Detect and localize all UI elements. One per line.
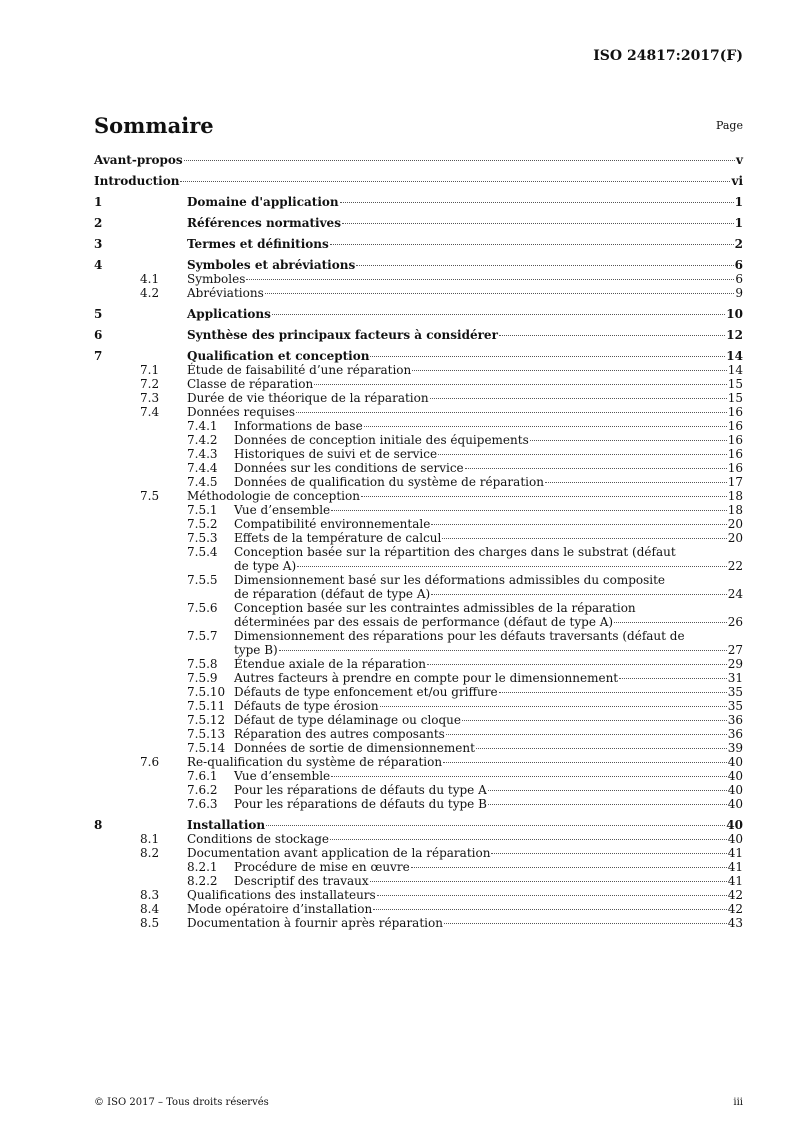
toc-entry[interactable] <box>94 377 743 391</box>
footer-page-number: iii <box>733 1097 743 1108</box>
toc-entry-label: Défauts de type érosion <box>234 699 379 713</box>
toc-entry[interactable] <box>94 755 743 769</box>
toc-entry[interactable] <box>94 447 743 461</box>
toc-entry-number: 7.5.13 <box>187 727 226 741</box>
toc-leader-dots <box>438 454 727 455</box>
toc-leader-dots <box>444 923 727 924</box>
toc-leader-dots <box>265 293 735 294</box>
toc-leader-dots <box>330 839 727 840</box>
toc-entry-page: 16 <box>727 433 743 447</box>
toc-entry-label-cont: de type A) <box>234 559 297 573</box>
toc-entry[interactable] <box>94 601 743 629</box>
toc-leader-dots <box>356 265 733 266</box>
toc-entry-page: 40 <box>727 755 743 769</box>
toc-leader-dots <box>331 776 727 777</box>
toc-entry[interactable] <box>94 286 743 300</box>
toc-leader-dots <box>279 650 727 651</box>
toc-entry-label: Conditions de stockage <box>187 832 329 846</box>
toc-entry[interactable] <box>94 769 743 783</box>
toc-entry-label: Étude de faisabilité d’une réparation <box>187 363 412 377</box>
toc-entry-page: 27 <box>727 643 743 657</box>
toc-entry[interactable] <box>94 727 743 741</box>
toc-entry-number: 7.5.12 <box>187 713 226 727</box>
toc-entry-number: 4.2 <box>140 286 160 300</box>
toc-entry-label: Abréviations <box>187 286 264 300</box>
toc-entry-number: 7.5.6 <box>187 601 218 615</box>
toc-leader-dots <box>411 867 727 868</box>
toc-leader-dots <box>465 468 727 469</box>
toc-entry-number: 8.5 <box>140 916 160 930</box>
toc-entry[interactable] <box>94 531 743 545</box>
toc-entry-page: 26 <box>727 615 743 629</box>
toc-entry-page: 6 <box>735 272 743 286</box>
toc-entry[interactable] <box>94 713 743 727</box>
toc-entry-number: 7.4.5 <box>187 475 218 489</box>
toc-entry-page: 40 <box>727 797 743 811</box>
toc-leader-dots <box>370 356 725 357</box>
toc-entry[interactable] <box>94 685 743 699</box>
toc-entry-label: Données de conception initiale des équipements <box>234 433 529 447</box>
toc-leader-dots <box>370 881 727 882</box>
toc-entry-number: 7.5.3 <box>187 531 218 545</box>
toc-entry-page: 14 <box>727 363 743 377</box>
toc-entry[interactable] <box>94 832 743 846</box>
toc-entry[interactable] <box>94 174 743 188</box>
toc-entry-page: 14 <box>726 349 743 363</box>
toc-entry-label: Défaut de type délaminage ou cloque <box>234 713 462 727</box>
toc-leader-dots <box>314 384 727 385</box>
toc-leader-dots <box>272 314 725 315</box>
toc-entry-page: 41 <box>727 846 743 860</box>
toc-entry-label: Dimensionnement basé sur les déformations admissibles du composite <box>234 573 666 587</box>
toc-entry-number: 7.5.2 <box>187 517 218 531</box>
toc-entry-number: 7.5.8 <box>187 657 218 671</box>
toc-entry-page: 16 <box>727 405 743 419</box>
toc-entry[interactable] <box>94 258 743 272</box>
toc-leader-dots <box>412 370 726 371</box>
toc-entry-label: Documentation avant application de la réparation <box>187 846 491 860</box>
toc-entry[interactable] <box>94 783 743 797</box>
toc-entry[interactable] <box>94 503 743 517</box>
toc-entry-page: 22 <box>727 559 743 573</box>
toc-entry-number: 7.5.14 <box>187 741 226 755</box>
toc-entry-number: 2 <box>94 216 103 230</box>
toc-entry-label: Défauts de type enfoncement et/ou griffure <box>234 685 498 699</box>
toc-entry-label-cont: de réparation (défaut de type A) <box>234 587 431 601</box>
toc-entry[interactable] <box>94 433 743 447</box>
toc-entry-page: v <box>736 153 743 167</box>
toc-entry-label: Autres facteurs à prendre en compte pour le dimensionnement <box>234 671 619 685</box>
toc-entry-page: 42 <box>727 902 743 916</box>
toc-entry-label: Étendue axiale de la réparation <box>234 657 426 671</box>
toc-entry-page: 24 <box>727 587 743 601</box>
toc-entry-label: Qualification et conception <box>187 349 370 363</box>
toc-entry[interactable] <box>94 860 743 874</box>
toc-entry-number: 7.5.1 <box>187 503 218 517</box>
toc-leader-dots <box>499 335 725 336</box>
toc-leader-dots <box>331 510 727 511</box>
toc-entry-page: 31 <box>727 671 743 685</box>
toc-entry-number: 4 <box>94 258 103 272</box>
toc-entry[interactable] <box>94 573 743 601</box>
toc-leader-dots <box>266 825 725 826</box>
toc-entry-number: 7.5.10 <box>187 685 226 699</box>
toc-entry-label: Introduction <box>94 174 180 188</box>
toc-entry-label: Conception basée sur les contraintes admissibles de la réparation <box>234 601 636 615</box>
toc-entry-page: 20 <box>727 531 743 545</box>
toc-entry-label: Effets de la température de calcul <box>234 531 442 545</box>
toc-leader-dots <box>361 496 727 497</box>
toc-entry-number: 7.3 <box>140 391 160 405</box>
toc-entry-number: 7.1 <box>140 363 160 377</box>
toc-entry[interactable] <box>94 461 743 475</box>
toc-leader-dots <box>373 909 727 910</box>
toc-entry[interactable] <box>94 216 743 230</box>
toc-entry-page: 12 <box>726 328 743 342</box>
toc-entry-number: 7.4 <box>140 405 160 419</box>
toc-leader-dots <box>180 181 730 182</box>
toc-leader-dots <box>443 762 727 763</box>
toc-entry-page: 18 <box>727 503 743 517</box>
toc-entry-label: Réparation des autres composants <box>234 727 445 741</box>
toc-leader-dots <box>476 748 727 749</box>
toc-leader-dots <box>430 398 727 399</box>
toc-entry[interactable] <box>94 489 743 503</box>
toc-entry-number: 8 <box>94 818 103 832</box>
document-id: ISO 24817:2017(F) <box>593 48 743 64</box>
toc-entry-label: Documentation à fournir après réparation <box>187 916 443 930</box>
toc-entry[interactable] <box>94 363 743 377</box>
toc-leader-dots <box>431 524 726 525</box>
toc-entry-label: Qualifications des installateurs <box>187 888 376 902</box>
toc-entry[interactable] <box>94 741 743 755</box>
toc-leader-dots <box>297 566 727 567</box>
toc-entry[interactable] <box>94 846 743 860</box>
toc-entry-page: 15 <box>727 391 743 405</box>
toc-entry[interactable] <box>94 797 743 811</box>
toc-entry-page: 36 <box>727 727 743 741</box>
toc-entry-label: Synthèse des principaux facteurs à considérer <box>187 328 498 342</box>
toc-entry-page: 18 <box>727 489 743 503</box>
toc-entry-label: Re-qualification du système de réparation <box>187 755 443 769</box>
toc-entry-number: 7.4.4 <box>187 461 218 475</box>
toc-entry-label: Domaine d'application <box>187 195 339 209</box>
toc-leader-dots <box>619 678 727 679</box>
toc-entry-label: Mode opératoire d’installation <box>187 902 373 916</box>
toc-entry-page: 1 <box>734 216 743 230</box>
toc-entry-number: 7.6.3 <box>187 797 218 811</box>
toc-entry[interactable] <box>94 153 743 167</box>
toc-entry-number: 3 <box>94 237 103 251</box>
toc-entry-page: 16 <box>727 419 743 433</box>
toc-entry-page: 40 <box>727 832 743 846</box>
toc-entry-page: 10 <box>726 307 743 321</box>
toc-entry-label: Pour les réparations de défauts du type B <box>234 797 487 811</box>
toc-entry-page: 35 <box>727 699 743 713</box>
toc-entry-page: 16 <box>727 461 743 475</box>
toc-entry-page: 36 <box>727 713 743 727</box>
toc-entry[interactable] <box>94 195 743 209</box>
toc-entry-number: 1 <box>94 195 103 209</box>
toc-entry[interactable] <box>94 307 743 321</box>
toc-entry-label: Avant-propos <box>94 153 183 167</box>
toc-entry-number: 8.1 <box>140 832 160 846</box>
toc-entry-label: Vue d’ensemble <box>234 769 331 783</box>
toc-entry-number: 7.6 <box>140 755 160 769</box>
toc-entry[interactable] <box>94 517 743 531</box>
toc-leader-dots <box>488 804 727 805</box>
toc-entry-label-cont: déterminées par des essais de performance (défaut de type A) <box>234 615 614 629</box>
toc-entry-label-cont: type B) <box>234 643 278 657</box>
page-title: Sommaire <box>94 113 214 138</box>
page-column-label: Page <box>715 119 743 132</box>
toc-entry-label: Vue d’ensemble <box>234 503 331 517</box>
toc-entry-page: 1 <box>734 195 743 209</box>
toc-entry-number: 7.4.3 <box>187 447 218 461</box>
toc-entry-page: 39 <box>727 741 743 755</box>
toc-entry-number: 8.3 <box>140 888 160 902</box>
toc-entry-label: Informations de base <box>234 419 363 433</box>
toc-entry-label: Références normatives <box>187 216 341 230</box>
toc-entry-label: Conception basée sur la répartition des charges dans le substrat (défaut <box>234 545 676 559</box>
toc-entry-number: 7.6.1 <box>187 769 218 783</box>
toc-leader-dots <box>530 440 727 441</box>
toc-entry-page: 40 <box>726 818 743 832</box>
toc-entry[interactable] <box>94 699 743 713</box>
toc-entry[interactable] <box>94 629 743 657</box>
toc-entry-number: 5 <box>94 307 103 321</box>
toc-entry[interactable] <box>94 405 743 419</box>
toc-entry-label: Symboles et abréviations <box>187 258 356 272</box>
toc-entry-page: 15 <box>727 377 743 391</box>
toc-entry-page: 16 <box>727 447 743 461</box>
toc-entry[interactable] <box>94 888 743 902</box>
toc-entry[interactable] <box>94 874 743 888</box>
toc-entry-number: 7.5.4 <box>187 545 218 559</box>
toc-entry[interactable] <box>94 391 743 405</box>
toc-entry-number: 7.5.7 <box>187 629 218 643</box>
toc-entry-label: Installation <box>187 818 266 832</box>
toc-leader-dots <box>364 426 727 427</box>
toc-entry-label: Historiques de suivi et de service <box>234 447 438 461</box>
toc-leader-dots <box>431 594 727 595</box>
toc-entry-page: 42 <box>727 888 743 902</box>
toc-leader-dots <box>427 664 727 665</box>
toc-entry[interactable] <box>94 328 743 342</box>
toc-entry-number: 8.2.2 <box>187 874 218 888</box>
toc-entry-label: Termes et définitions <box>187 237 329 251</box>
footer-copyright: © ISO 2017 – Tous droits réservés <box>94 1097 269 1108</box>
toc-entry-number: 8.2.1 <box>187 860 218 874</box>
toc-entry-number: 7.5.5 <box>187 573 218 587</box>
toc-entry[interactable] <box>94 916 743 930</box>
toc-entry-number: 4.1 <box>140 272 160 286</box>
toc-entry-page: vi <box>731 174 743 188</box>
toc-leader-dots <box>330 244 734 245</box>
toc-entry[interactable] <box>94 419 743 433</box>
toc-entry-label: Applications <box>187 307 271 321</box>
toc-entry-number: 7 <box>94 349 103 363</box>
toc-entry[interactable] <box>94 671 743 685</box>
toc-entry-page: 41 <box>727 860 743 874</box>
toc-leader-dots <box>340 202 734 203</box>
toc-leader-dots <box>377 895 727 896</box>
toc-entry-page: 9 <box>735 286 743 300</box>
toc-entry-label: Symboles <box>187 272 246 286</box>
toc-entry-page: 29 <box>727 657 743 671</box>
toc-entry[interactable] <box>94 237 743 251</box>
toc-entry-label: Dimensionnement des réparations pour les défauts traversants (défaut de <box>234 629 685 643</box>
toc-entry[interactable] <box>94 545 743 573</box>
toc-entry-number: 7.2 <box>140 377 160 391</box>
toc-entry-label: Méthodologie de conception <box>187 489 360 503</box>
toc-entry-page: 17 <box>727 475 743 489</box>
toc-entry[interactable] <box>94 818 743 832</box>
toc-entry-label: Données sur les conditions de service <box>234 461 464 475</box>
toc-entry-label: Données requises <box>187 405 295 419</box>
toc-entry-page: 35 <box>727 685 743 699</box>
toc-entry-label: Classe de réparation <box>187 377 314 391</box>
toc-leader-dots <box>545 482 727 483</box>
toc-entry-label: Données de sortie de dimensionnement <box>234 741 475 755</box>
toc-entry-number: 7.4.2 <box>187 433 218 447</box>
toc-entry-label: Procédure de mise en œuvre <box>234 860 410 874</box>
toc-entry-number: 7.5.11 <box>187 699 226 713</box>
toc-leader-dots <box>446 734 727 735</box>
toc-entry-number: 6 <box>94 328 103 342</box>
toc-entry-label: Pour les réparations de défauts du type A <box>234 783 487 797</box>
toc-entry-page: 6 <box>734 258 743 272</box>
toc-leader-dots <box>342 223 734 224</box>
toc-entry-label: Données de qualification du système de réparation <box>234 475 544 489</box>
toc-entry-number: 8.4 <box>140 902 160 916</box>
table-of-contents <box>94 153 743 930</box>
toc-entry[interactable] <box>94 272 743 286</box>
toc-entry-number: 7.5.9 <box>187 671 218 685</box>
toc-entry[interactable] <box>94 349 743 363</box>
toc-leader-dots <box>614 622 727 623</box>
toc-leader-dots <box>296 412 727 413</box>
toc-entry-number: 8.2 <box>140 846 160 860</box>
toc-entry[interactable] <box>94 902 743 916</box>
toc-entry-number: 7.4.1 <box>187 419 218 433</box>
toc-entry-page: 2 <box>734 237 743 251</box>
toc-entry-page: 43 <box>727 916 743 930</box>
toc-leader-dots <box>184 160 735 161</box>
toc-leader-dots <box>499 692 727 693</box>
toc-entry[interactable] <box>94 475 743 489</box>
toc-leader-dots <box>491 853 726 854</box>
toc-entry-page: 40 <box>727 783 743 797</box>
toc-leader-dots <box>380 706 727 707</box>
toc-entry-label: Descriptif des travaux <box>234 874 369 888</box>
toc-leader-dots <box>488 790 727 791</box>
toc-leader-dots <box>246 279 734 280</box>
toc-entry[interactable] <box>94 657 743 671</box>
toc-entry-label: Durée de vie théorique de la réparation <box>187 391 429 405</box>
toc-entry-number: 7.5 <box>140 489 160 503</box>
toc-entry-label: Compatibilité environnementale <box>234 517 431 531</box>
toc-entry-page: 20 <box>727 517 743 531</box>
toc-entry-page: 41 <box>727 874 743 888</box>
toc-entry-page: 40 <box>727 769 743 783</box>
toc-entry-number: 7.6.2 <box>187 783 218 797</box>
toc-leader-dots <box>462 720 727 721</box>
toc-leader-dots <box>442 538 726 539</box>
